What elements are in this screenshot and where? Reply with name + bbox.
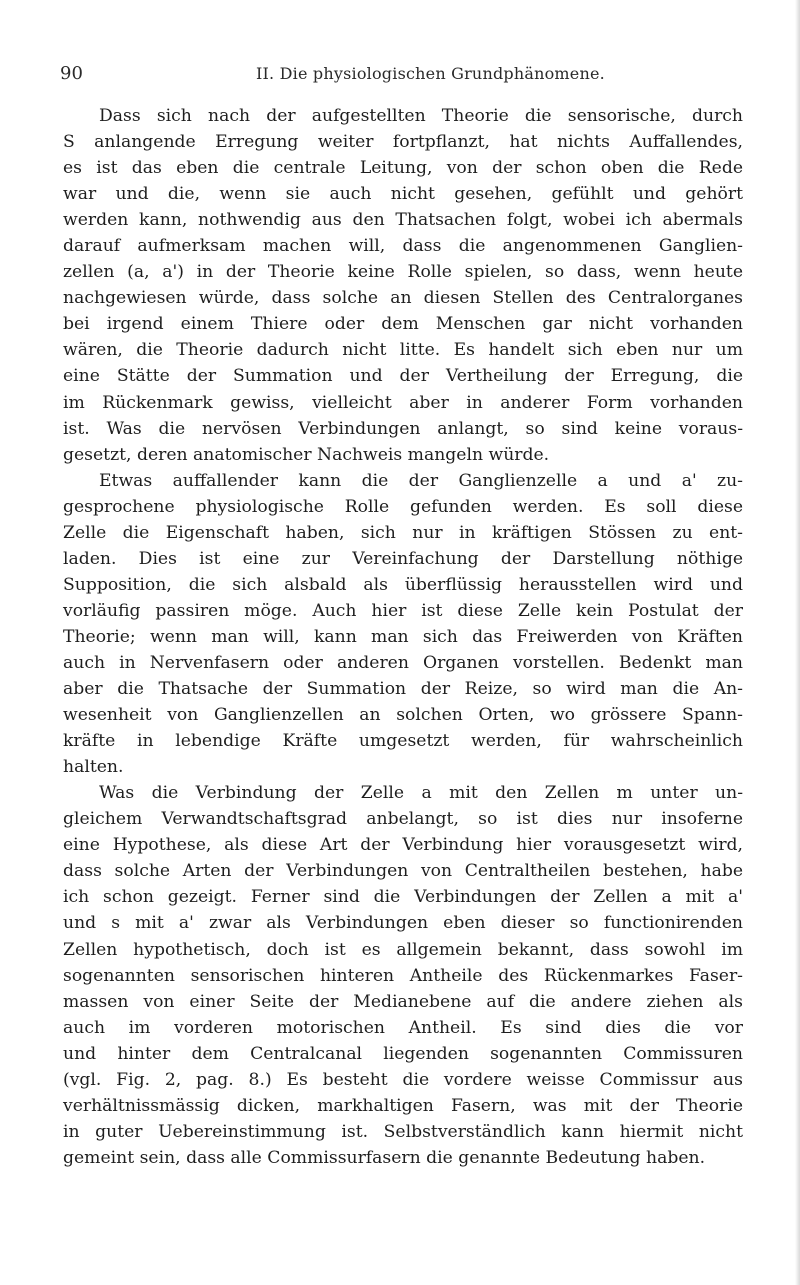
running-header	[60, 63, 760, 87]
text-line: massen von einer Seite der Medianebene auf die andere ziehen als	[63, 991, 743, 1012]
text-line: eine Stätte der Summation und der Vertheilung der Erregung, die	[63, 366, 743, 387]
running-title: II. Die physiologischen Grundphänomene.	[256, 64, 605, 83]
text-line: darauf aufmerksam machen will, dass die angenommenen Ganglien-	[63, 236, 743, 257]
text-line: im Rückenmark gewiss, vielleicht aber in anderer Form vorhanden	[63, 392, 743, 413]
text-line: Zellen hypothetisch, doch ist es allgemein bekannt, dass sowohl im	[63, 939, 743, 960]
page-number: 90	[60, 63, 83, 84]
text-line: Dass sich nach der aufgestellten Theorie die sensorische, durch	[99, 106, 743, 126]
text-line: und hinter dem Centralcanal liegenden sogenannten Commissuren	[63, 1043, 743, 1064]
text-line: S anlangende Erregung weiter fortpflanzt, hat nichts Auffallendes,	[63, 132, 743, 153]
text-line: (vgl. Fig. 2, pag. 8.) Es besteht die vordere weisse Commissur aus	[63, 1069, 743, 1090]
text-line: eine Hypothese, als diese Art der Verbindung hier vorausgesetzt wird,	[63, 835, 743, 856]
text-line: ich schon gezeigt. Ferner sind die Verbindungen der Zellen a mit a'	[63, 887, 743, 908]
text-line: war und die, wenn sie auch nicht gesehen, gefühlt und gehört	[63, 184, 743, 205]
text-line: laden. Dies ist eine zur Vereinfachung der Darstellung nöthige	[63, 548, 743, 569]
text-line: Was die Verbindung der Zelle a mit den Zellen m unter un-	[99, 783, 743, 804]
text-line: dass solche Arten der Verbindungen von Centraltheilen bestehen, habe	[63, 861, 743, 882]
text-line: und s mit a' zwar als Verbindungen eben dieser so functionirenden	[63, 913, 743, 934]
text-line: Zelle die Eigenschaft haben, sich nur in kräftigen Stössen zu ent-	[63, 522, 743, 543]
text-line: gleichem Verwandtschaftsgrad anbelangt, so ist dies nur insoferne	[63, 809, 743, 830]
text-line: werden kann, nothwendig aus den Thatsachen folgt, wobei ich abermals	[63, 210, 743, 231]
body-text	[63, 103, 743, 1171]
text-line: sogenannten sensorischen hinteren Antheile des Rückenmarkes Faser-	[63, 965, 743, 986]
page-edge-shadow	[795, 0, 800, 1285]
text-line: auch in Nervenfasern oder anderen Organen vorstellen. Bedenkt man	[63, 652, 743, 673]
text-line: Supposition, die sich alsbald als überflüssig herausstellen wird und	[63, 574, 743, 595]
text-line: wesenheit von Ganglienzellen an solchen Orten, wo grössere Spann-	[63, 705, 743, 726]
text-line: halten.	[63, 757, 124, 778]
text-line: bei irgend einem Thiere oder dem Menschen gar nicht vorhanden	[63, 314, 743, 335]
text-line: verhältnissmässig dicken, markhaltigen Fasern, was mit der Theorie	[63, 1095, 743, 1116]
text-line: Theorie; wenn man will, kann man sich das Freiwerden von Kräften	[63, 626, 743, 647]
text-line: gemeint sein, dass alle Commissurfasern die genannte Bedeutung haben.	[63, 1147, 706, 1168]
text-line: wären, die Theorie dadurch nicht litte. Es handelt sich eben nur um	[63, 340, 743, 361]
text-line: nachgewiesen würde, dass solche an diesen Stellen des Centralorganes	[63, 288, 743, 309]
text-line: Etwas auffallender kann die der Ganglienzelle a und a' zu-	[99, 470, 743, 491]
text-line: in guter Uebereinstimmung ist. Selbstverständlich kann hiermit nicht	[63, 1121, 743, 1142]
text-line: zellen (a, a') in der Theorie keine Rolle spielen, so dass, wenn heute	[63, 262, 743, 283]
text-line: kräfte in lebendige Kräfte umgesetzt werden, für wahrscheinlich	[63, 731, 743, 752]
text-line: ist. Was die nervösen Verbindungen anlangt, so sind keine voraus-	[63, 418, 743, 439]
text-line: aber die Thatsache der Summation der Reize, so wird man die An-	[63, 679, 743, 700]
text-line: auch im vorderen motorischen Antheil. Es sind dies die vor	[63, 1017, 743, 1038]
text-line: es ist das eben die centrale Leitung, von der schon oben die Rede	[63, 158, 743, 179]
text-line: vorläufig passiren möge. Auch hier ist diese Zelle kein Postulat der	[63, 600, 743, 621]
text-line: gesetzt, deren anatomischer Nachweis mangeln würde.	[63, 444, 550, 465]
text-line: gesprochene physiologische Rolle gefunden werden. Es soll diese	[63, 496, 743, 517]
